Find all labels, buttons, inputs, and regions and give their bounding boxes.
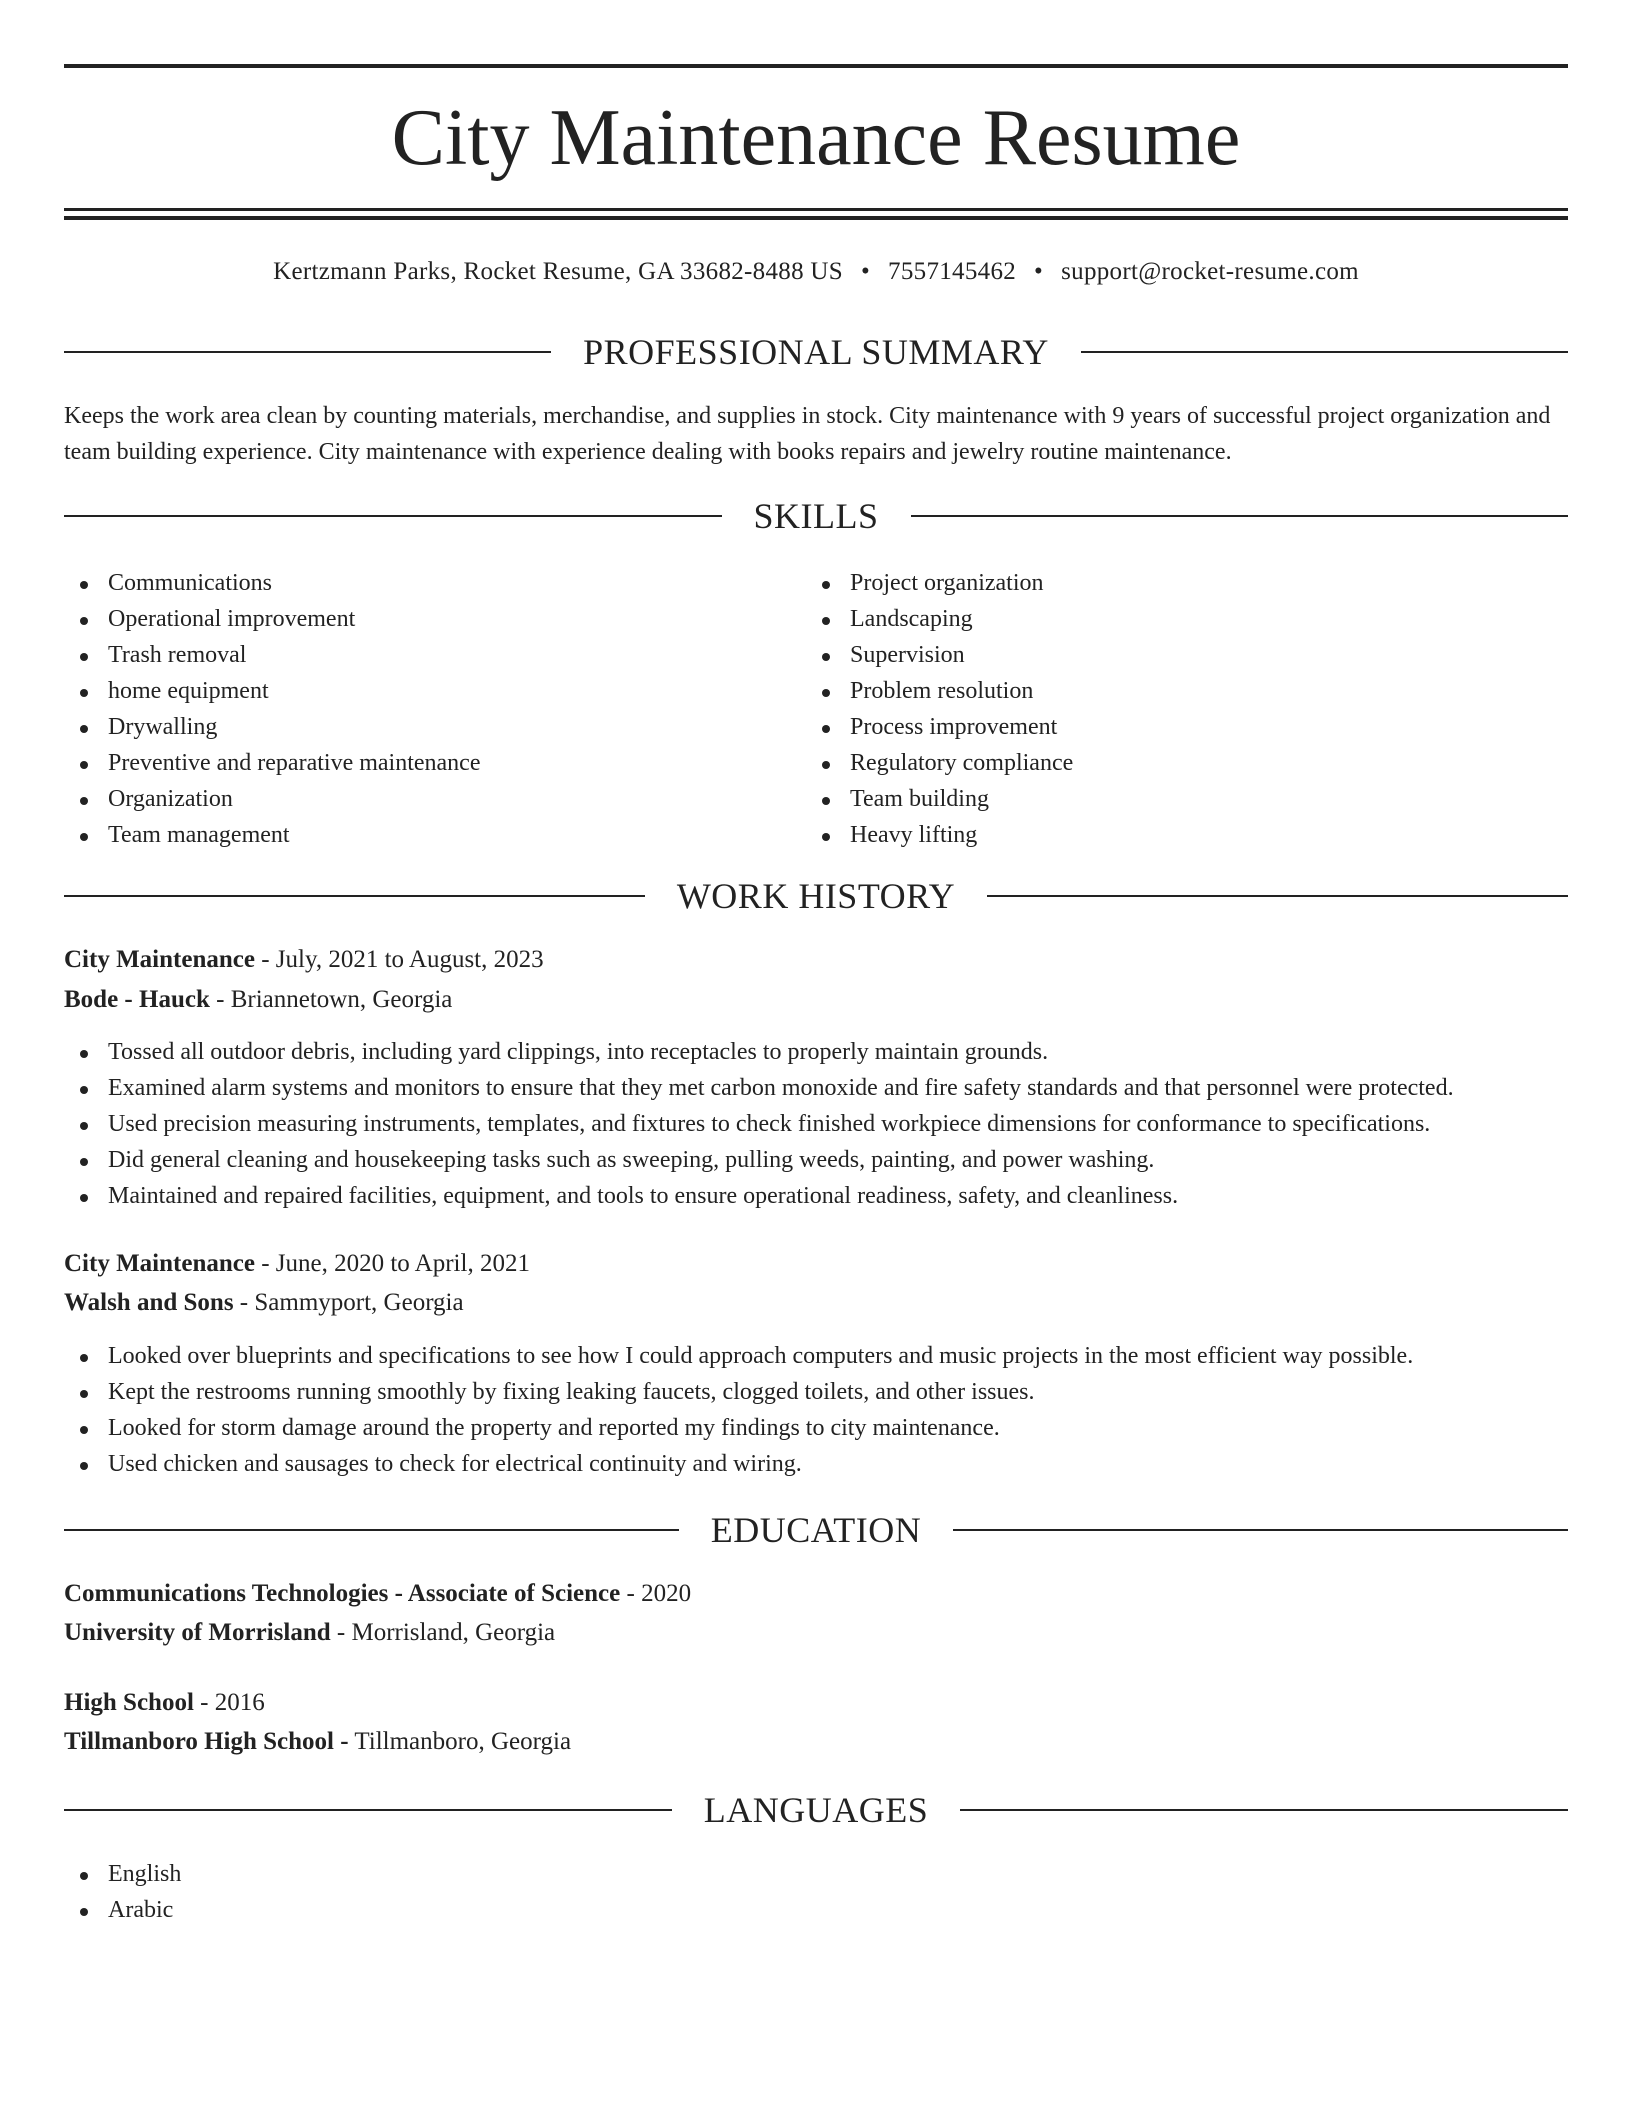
resume-title: City Maintenance Resume [391,94,1241,182]
divider-line [960,1809,1568,1811]
skill-item: Communications [64,565,764,601]
job-dates: July, 2021 to August, 2023 [275,946,544,973]
skill-item: Process improvement [806,709,1506,745]
skill-item: Drywalling [64,709,764,745]
job-title-line: City Maintenance - June, 2020 to April, 2021 [64,1250,530,1277]
divider-line [953,1529,1568,1531]
section-header-summary [64,330,1568,374]
divider-line [64,515,722,517]
job-employer: Walsh and Sons [64,1289,234,1316]
contact-email[interactable]: support@rocket-resume.com [1061,258,1359,285]
job-employer-line: Walsh and Sons - Sammyport, Georgia [64,1289,464,1316]
job-duty: Tossed all outdoor debris, including yard clippings, into receptacles to properly maintain grounds. [64,1034,1568,1070]
title-rule-lower [64,216,1568,220]
section-header-education [64,1508,1568,1552]
title-rule-upper [64,208,1568,211]
job-duties-list [64,1338,1568,1482]
job-duty: Did general cleaning and housekeeping tasks such as sweeping, pulling weeds, painting, and power washing. [64,1142,1568,1178]
skill-item: Trash removal [64,637,764,673]
divider-line [64,1809,672,1811]
education-location: Morrisland, Georgia [351,1619,556,1646]
skills-list-right [806,565,1506,853]
job-duty: Examined alarm systems and monitors to ensure that they met carbon monoxide and fire safety standards and that personnel were protected. [64,1070,1568,1106]
section-header-languages [64,1788,1568,1832]
contact-separator: • [1034,258,1044,285]
section-title-education: EDUCATION [710,1510,922,1550]
job-location: Sammyport, Georgia [254,1289,464,1316]
education-degree: Communications Technologies - Associate of Science [64,1580,621,1607]
skill-item: Problem resolution [806,673,1506,709]
job-duty: Used chicken and sausages to check for electrical continuity and wiring. [64,1446,1568,1482]
contact-address: Kertzmann Parks, Rocket Resume, GA 33682-8488 US [273,258,843,285]
skill-item: Preventive and reparative maintenance [64,745,764,781]
skill-item: Team management [64,817,764,853]
education-degree: High School [64,1689,194,1716]
job-employer: Bode - Hauck [64,986,210,1013]
job-duty: Maintained and repaired facilities, equipment, and tools to ensure operational readiness, safety, and cleanliness. [64,1178,1568,1214]
job-duties-list [64,1034,1568,1214]
education-location: Tillmanboro, Georgia [354,1728,572,1755]
summary-text: Keeps the work area clean by counting materials, merchandise, and supplies in stock. City maintenance with 9 years of successful project organization and team building experience. City maintenance with experience dealing with books repairs and jewelry routine maintenance. [64,403,1551,465]
language-item: English [64,1856,1568,1892]
contact-phone[interactable]: 7557145462 [888,258,1017,285]
skill-item: Regulatory compliance [806,745,1506,781]
divider-line [987,895,1568,897]
languages-list [64,1856,1568,1928]
education-school-line: University of Morrisland - Morrisland, Georgia [64,1619,556,1646]
skill-item: home equipment [64,673,764,709]
job-position: City Maintenance [64,946,255,973]
divider-line [64,1529,679,1531]
contact-separator: • [860,258,871,285]
education-school: University of Morrisland [64,1619,331,1646]
contact-line [64,255,1568,289]
skill-item: Team building [806,781,1506,817]
education-degree-line: High School - 2016 [64,1689,265,1716]
divider-line [911,515,1569,517]
job-duty: Used precision measuring instruments, templates, and fixtures to check finished workpiece dimensions for conformance to specifications. [64,1106,1568,1142]
job-title-line: City Maintenance - July, 2021 to August, 2023 [64,946,544,973]
education-school: Tillmanboro High School - [64,1728,349,1755]
section-title-skills: SKILLS [753,496,879,536]
job-employer-line: Bode - Hauck - Briannetown, Georgia [64,986,453,1013]
section-title-languages: LANGUAGES [703,1790,929,1830]
education-school-line [64,1724,1568,1760]
divider-line [1081,351,1568,353]
job-duty: Kept the restrooms running smoothly by fixing leaking faucets, clogged toilets, and other issues. [64,1374,1568,1410]
education-degree-line: Communications Technologies - Associate of Science - 2020 [64,1580,692,1607]
skill-item: Landscaping [806,601,1506,637]
skill-item: Supervision [806,637,1506,673]
job-location: Briannetown, Georgia [230,986,453,1013]
education-year: 2016 [214,1689,265,1716]
skill-item: Project organization [806,565,1506,601]
job-dates: June, 2020 to April, 2021 [275,1250,530,1277]
divider-line [64,895,645,897]
section-title-summary: PROFESSIONAL SUMMARY [583,332,1049,372]
divider-line [64,351,551,353]
job-duty: Looked over blueprints and specifications to see how I could approach computers and music projects in the most efficient way possible. [64,1338,1568,1374]
education-year: 2020 [641,1580,692,1607]
section-title-work: WORK HISTORY [676,876,956,916]
section-header-work [64,874,1568,918]
skill-item: Operational improvement [64,601,764,637]
language-item: Arabic [64,1892,1568,1928]
job-duty: Looked for storm damage around the property and reported my findings to city maintenance. [64,1410,1568,1446]
section-header-skills [64,494,1568,538]
skill-item: Heavy lifting [806,817,1506,853]
job-position: City Maintenance [64,1250,255,1277]
top-rule [64,64,1568,68]
skill-item: Organization [64,781,764,817]
skills-list-left [64,565,764,853]
